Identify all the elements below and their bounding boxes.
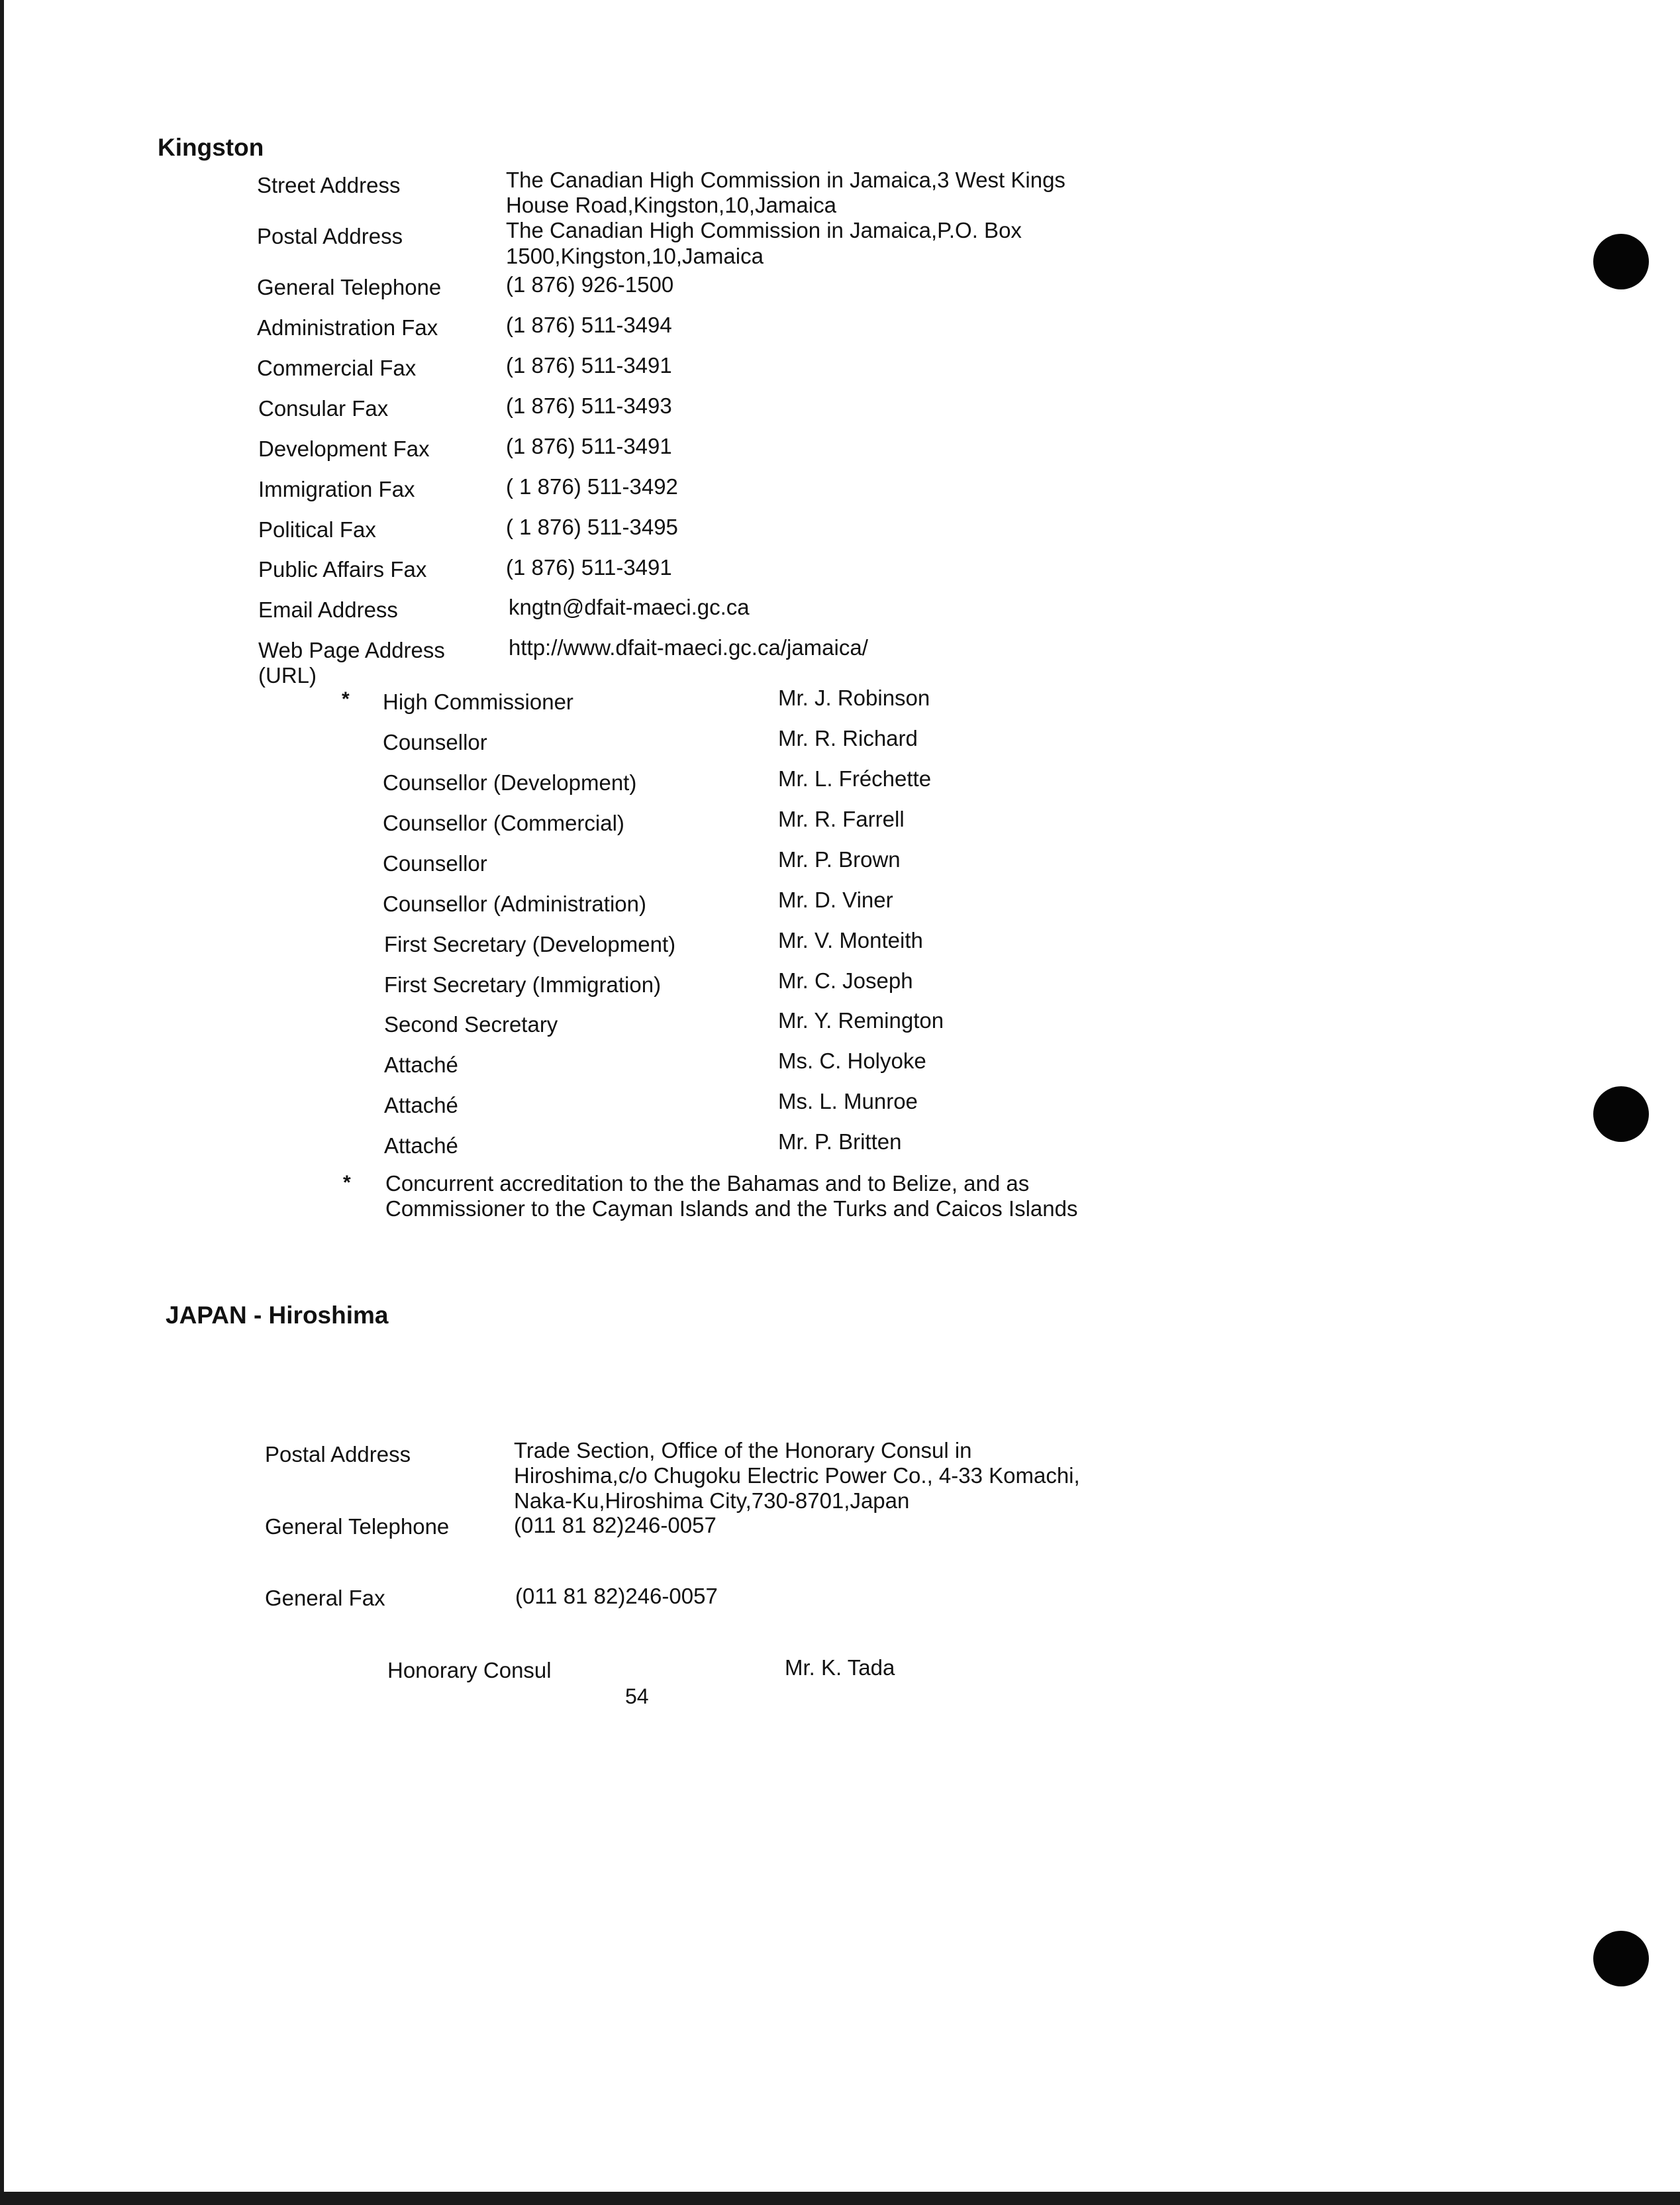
general-telephone-value: (1 876) 926-1500	[506, 272, 674, 297]
staff-title: High Commissioner	[383, 690, 573, 714]
political-fax-value: ( 1 876) 511-3495	[506, 515, 678, 539]
commercial-fax-value: (1 876) 511-3491	[506, 353, 672, 378]
hiroshima-staff-name: Mr. K. Tada	[785, 1655, 895, 1680]
staff-title: Counsellor (Administration)	[383, 892, 646, 916]
staff-name: Mr. D. Viner	[778, 888, 893, 912]
kingston-heading: Kingston	[158, 134, 264, 161]
staff-name: Mr. Y. Remington	[778, 1008, 944, 1033]
staff-name: Mr. P. Brown	[778, 847, 901, 872]
immigration-fax-label: Immigration Fax	[258, 477, 415, 501]
staff-title: First Secretary (Development)	[384, 932, 676, 956]
staff-title: Counsellor (Development)	[383, 770, 637, 795]
street-address-label: Street Address	[257, 173, 401, 197]
postal-address-value-line-2: 1500,Kingston,10,Jamaica	[506, 244, 764, 268]
note-bullet: *	[343, 1172, 351, 1194]
accreditation-note-line-1: Concurrent accreditation to the the Bahamas and to Belize, and as	[385, 1171, 1030, 1196]
hiroshima-general-fax-label: General Fax	[265, 1586, 385, 1610]
public-affairs-fax-label: Public Affairs Fax	[258, 557, 427, 582]
administration-fax-value: (1 876) 511-3494	[506, 313, 672, 337]
staff-name: Mr. R. Farrell	[778, 807, 905, 831]
punch-hole-middle	[1593, 1086, 1649, 1142]
political-fax-label: Political Fax	[258, 517, 376, 542]
hiroshima-general-telephone-value: (011 81 82)246-0057	[514, 1513, 716, 1537]
postal-address-value-line-1: The Canadian High Commission in Jamaica,P.O. Box	[506, 218, 1022, 242]
hiroshima-postal-address-line-2: Hiroshima,c/o Chugoku Electric Power Co., 4-33 Komachi,	[514, 1463, 1080, 1488]
staff-title: Attaché	[384, 1133, 458, 1158]
staff-title: Counsellor (Commercial)	[383, 811, 624, 835]
hiroshima-postal-address-label: Postal Address	[265, 1442, 411, 1466]
staff-title: First Secretary (Immigration)	[384, 972, 662, 997]
staff-name: Ms. L. Munroe	[778, 1089, 918, 1113]
development-fax-value: (1 876) 511-3491	[506, 434, 672, 458]
web-page-address-value[interactable]: http://www.dfait-maeci.gc.ca/jamaica/	[509, 635, 868, 660]
street-address-value-line-2: House Road,Kingston,10,Jamaica	[506, 193, 836, 217]
accreditation-note-line-2: Commissioner to the Cayman Islands and the Turks and Caicos Islands	[385, 1196, 1078, 1221]
street-address-value-line-1: The Canadian High Commission in Jamaica,3 West Kings	[506, 168, 1065, 192]
development-fax-label: Development Fax	[258, 436, 430, 461]
staff-name: Mr. L. Fréchette	[778, 766, 932, 791]
staff-name: Mr. R. Richard	[778, 726, 918, 750]
hiroshima-staff-title: Honorary Consul	[387, 1658, 552, 1682]
email-address-value[interactable]: kngtn@dfait-maeci.gc.ca	[509, 595, 750, 619]
web-page-address-label-line-1: Web Page Address	[258, 638, 445, 662]
hiroshima-general-fax-value: (011 81 82)246-0057	[515, 1584, 718, 1608]
staff-title: Attaché	[384, 1052, 458, 1077]
hiroshima-heading: JAPAN - Hiroshima	[166, 1302, 389, 1329]
consular-fax-value: (1 876) 511-3493	[506, 393, 672, 418]
public-affairs-fax-value: (1 876) 511-3491	[506, 555, 672, 580]
immigration-fax-value: ( 1 876) 511-3492	[506, 474, 678, 499]
postal-address-label: Postal Address	[257, 224, 403, 248]
staff-name: Ms. C. Holyoke	[778, 1049, 926, 1073]
punch-hole-top	[1593, 234, 1649, 289]
staff-title: Attaché	[384, 1093, 458, 1117]
punch-hole-bottom	[1593, 1931, 1649, 1986]
staff-name: Mr. J. Robinson	[778, 686, 930, 710]
administration-fax-label: Administration Fax	[257, 315, 438, 340]
hiroshima-postal-address-line-3: Naka-Ku,Hiroshima City,730-8701,Japan	[514, 1488, 910, 1513]
hiroshima-general-telephone-label: General Telephone	[265, 1514, 450, 1539]
staff-title: Counsellor	[383, 730, 487, 754]
staff-name: Mr. C. Joseph	[778, 968, 913, 993]
hiroshima-postal-address-line-1: Trade Section, Office of the Honorary Consul in	[514, 1438, 972, 1462]
staff-bullet: *	[342, 688, 350, 710]
commercial-fax-label: Commercial Fax	[257, 356, 417, 380]
general-telephone-label: General Telephone	[257, 275, 442, 299]
staff-name: Mr. P. Britten	[778, 1129, 902, 1154]
scan-bottom-edge	[0, 2192, 1680, 2205]
web-page-address-label-line-2: (URL)	[258, 663, 317, 688]
staff-title: Counsellor	[383, 851, 487, 876]
email-address-label: Email Address	[258, 597, 398, 622]
consular-fax-label: Consular Fax	[258, 396, 389, 421]
staff-title: Second Secretary	[384, 1012, 558, 1037]
scan-left-edge	[0, 0, 4, 2205]
page-number: 54	[625, 1684, 649, 1708]
staff-name: Mr. V. Monteith	[778, 928, 923, 952]
